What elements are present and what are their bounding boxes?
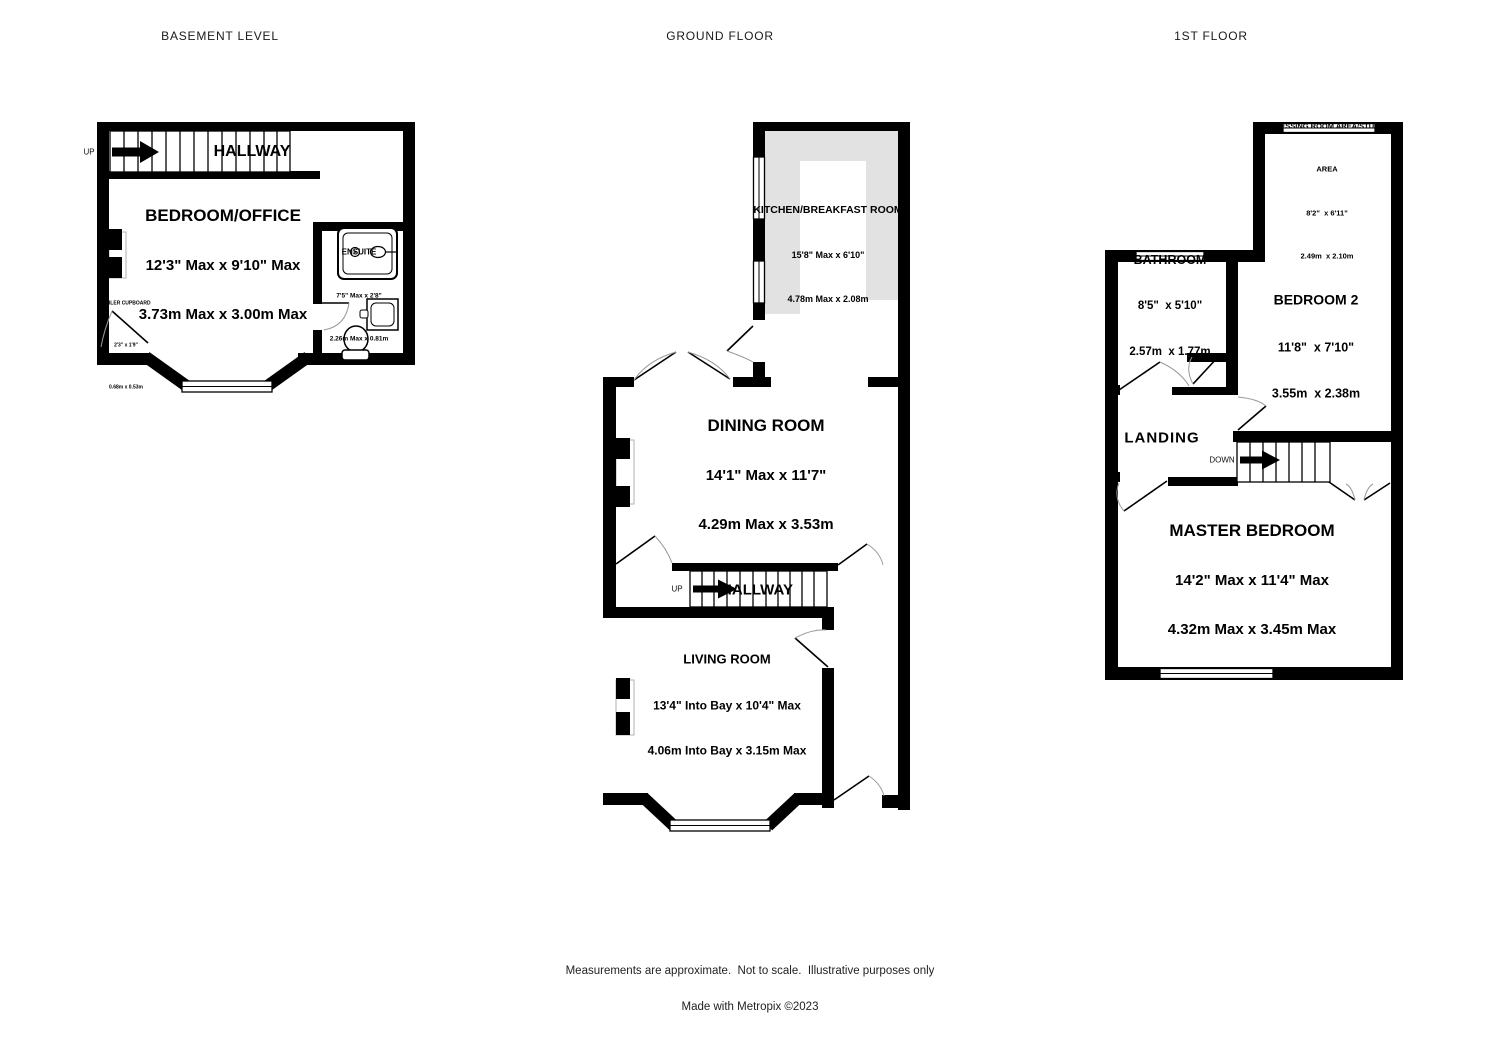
room-dims-metric: 2.26m Max x 0.81m (329, 334, 389, 342)
up-label: UP (671, 584, 683, 594)
room-dims-imperial: 2'3" x 1'9" (114, 342, 138, 349)
room-dims-metric: 3.73m Max x 3.00m Max (138, 306, 308, 323)
footer-disclaimer: Measurements are approximate. Not to scale. Illustrative purposes only (565, 965, 935, 977)
room-label-ensuite (330, 212, 389, 378)
room-label-bathroom (1129, 219, 1210, 393)
room-dims-imperial: 12'3" Max x 9'10" Max (145, 257, 301, 274)
room-label-living (648, 618, 807, 792)
room-name: BATHROOM (1133, 253, 1207, 267)
room-dims-imperial: 14'1" Max x 11'7" (705, 467, 827, 484)
room-name: MASTER BEDROOM (1169, 521, 1335, 540)
room-dims-imperial: 14'2" Max x 11'4" Max (1175, 572, 1329, 589)
footer (566, 941, 935, 1037)
room-name-line1: DRESSING ROOM AREA/STUDY (1269, 121, 1385, 131)
ground-title: GROUND FLOOR (666, 29, 774, 43)
room-label-dining (698, 383, 833, 567)
footer-credit: Made with Metropix ©2023 (681, 1001, 819, 1013)
room-label-master (1168, 488, 1336, 672)
room-dims-metric: 2.49m x 2.10m (1300, 251, 1354, 261)
room-label-kitchen (753, 170, 902, 339)
basement-bay-window (182, 381, 272, 392)
room-dims-imperial: 8'5" x 5'10" (1137, 300, 1203, 312)
room-dims-imperial: 8'2" x 6'11" (1306, 208, 1348, 217)
room-name: ENSUITE (341, 247, 377, 257)
room-dims-imperial: 7'5" Max x 2'8" (336, 291, 382, 299)
room-dims-metric: 4.29m Max x 3.53m (698, 516, 834, 533)
room-label-bedroom2 (1272, 258, 1360, 434)
room-name: KITCHEN/BREAKFAST ROOM (753, 203, 903, 216)
room-dims-metric: 3.55m x 2.38m (1271, 385, 1361, 400)
room-label-landing: LANDING (1124, 429, 1200, 447)
first-title: 1ST FLOOR (1174, 29, 1248, 43)
room-name: BOILER CUPBOARD (101, 300, 151, 307)
room-name: BEDROOM/OFFICE (145, 206, 301, 225)
room-name: LIVING ROOM (683, 651, 771, 667)
room-dims-imperial: 11'8" x 7'10" (1277, 339, 1355, 354)
basement-title: BASEMENT LEVEL (161, 29, 279, 43)
room-label-bedroom-office (139, 173, 307, 357)
up-label: UP (83, 147, 95, 157)
room-label-hallway: HALLWAY (721, 581, 793, 599)
room-dims-imperial: 15'8" Max x 6'10" (791, 249, 865, 260)
down-label: DOWN (1209, 455, 1235, 465)
room-label-boiler-cupboard (101, 265, 150, 426)
room-name: DINING ROOM (707, 416, 825, 435)
room-name-line2: AREA (1316, 164, 1338, 174)
room-dims-metric: 4.78m Max x 2.08m (787, 293, 869, 304)
room-dims-metric: 4.06m Into Bay x 3.15m Max (647, 743, 807, 758)
room-name: BEDROOM 2 (1273, 291, 1359, 308)
living-bay-window (670, 820, 770, 831)
room-dims-imperial: 13'4" Into Bay x 10'4" Max (653, 697, 801, 712)
room-label-hallway: HALLWAY (213, 143, 291, 160)
room-dims-metric: 0.68m x 0.53m (109, 383, 143, 390)
room-dims-metric: 4.32m Max x 3.45m Max (1167, 621, 1337, 638)
room-dims-metric: 2.57m x 1.77m (1129, 345, 1211, 358)
bay-wall-right (768, 798, 798, 826)
